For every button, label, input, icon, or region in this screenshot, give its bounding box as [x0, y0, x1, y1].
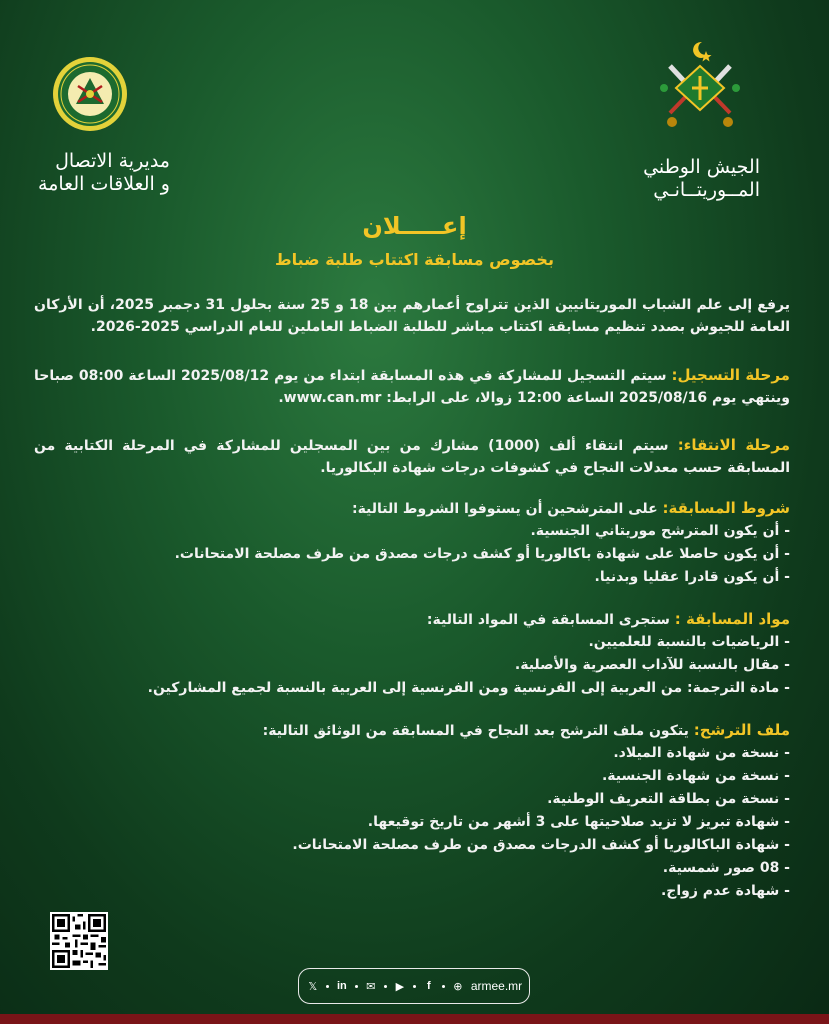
selection-text: سيتم انتقاء ألف (1000) مشارك من بين المسجلين للمشاركة في المرحلة الكتابية من المسابقة حسب معدلات النجاح في كشوفات درجات شهادة البكالوريا.	[34, 438, 790, 476]
conditions-text: على المترشحين أن يستوفوا الشروط التالية:	[351, 501, 663, 517]
separator-dot	[355, 985, 358, 988]
website-link[interactable]: armee.mr	[470, 979, 523, 993]
list-item: - أن يكون قادرا عقليا وبدنيا.	[594, 569, 790, 585]
facebook-icon[interactable]: f	[426, 980, 431, 992]
subjects-label: مواد المسابقة :	[674, 610, 790, 628]
list-item: - نسخة من بطاقة التعريف الوطنية.	[547, 791, 790, 807]
announcement-subtitle: بخصوص مسابقة اكتتاب طلبة ضباط	[275, 250, 554, 269]
email-icon[interactable]: ✉	[366, 979, 376, 993]
file-text: يتكون ملف الترشح بعد النجاح في المسابقة من الوثائق التالية:	[262, 723, 694, 739]
selection-label: مرحلة الانتقاء:	[677, 436, 790, 454]
directorate-name	[30, 150, 170, 196]
subjects-section	[34, 608, 790, 700]
list-item: - الرياضيات بالنسبة للعلميين.	[588, 634, 790, 650]
list-item: - شهادة عدم زواج.	[660, 883, 790, 899]
list-item: - 08 صور شمسية.	[662, 860, 790, 876]
separator-dot	[326, 985, 329, 988]
list-item: - شهادة الباكالوريا أو كشف الدرجات مصدق من طرف مصلحة الامتحانات.	[292, 837, 790, 853]
directorate-name-line1: مديرية الاتصال	[55, 150, 170, 172]
bottom-stripe	[0, 1014, 829, 1024]
list-item: - أن يكون حاصلا على شهادة باكالوريا أو كشف درجات مصدق من طرف مصلحة الامتحانات.	[174, 546, 790, 562]
selection-section	[34, 434, 790, 479]
list-item: - مقال بالنسبة للآداب العصرية والأصلية.	[514, 657, 790, 673]
list-item: - نسخة من شهادة الجنسية.	[601, 768, 790, 784]
directorate-logo	[52, 56, 128, 132]
intro-text: يرفع إلى علم الشباب الموريتانيين الذين تتراوح أعمارهم بين 18 و 25 سنة بحلول 31 دجمبر 2025، أن الأركان العامة للجيوش بصدد تنظيم مسابقة اكتتاب مباشر للطلبة الضباط العاملين للعام الدراسي 2025-2026.	[34, 297, 790, 335]
social-links-bar	[298, 968, 530, 1004]
youtube-icon[interactable]: ▶	[395, 979, 405, 993]
army-name	[630, 156, 760, 202]
linkedin-icon[interactable]: in	[336, 980, 347, 992]
directorate-name-line2: و العلاقات العامة	[38, 173, 170, 195]
intro-paragraph	[34, 294, 790, 338]
subjects-text: ستجرى المسابقة في المواد التالية:	[426, 612, 675, 628]
registration-section	[34, 364, 790, 409]
army-emblem-logo	[650, 38, 750, 138]
file-label: ملف الترشح:	[693, 721, 790, 739]
registration-label: مرحلة التسجيل:	[671, 366, 790, 384]
list-item: - مادة الترجمة: من العربية إلى الفرنسية ومن الفرنسية إلى العربية بالنسبة لجميع المشاركين.	[147, 680, 790, 696]
x-icon[interactable]: 𝕏	[308, 979, 318, 993]
conditions-label: شروط المسابقة:	[662, 499, 790, 517]
conditions-section	[34, 497, 790, 589]
announcement-title: إعـــــلان	[362, 212, 467, 240]
separator-dot	[413, 985, 416, 988]
list-item: - أن يكون المترشح موريتاني الجنسية.	[530, 523, 790, 539]
web-icon[interactable]: ⊕	[453, 979, 463, 993]
separator-dot	[384, 985, 387, 988]
qr-code[interactable]	[50, 912, 108, 970]
army-name-line1: الجيش الوطني	[643, 156, 760, 178]
list-item: - شهادة تبريز لا تزيد صلاحيتها على 3 أشهر من تاريخ توقيعها.	[367, 814, 790, 830]
file-section	[34, 719, 790, 903]
registration-text: سيتم التسجيل للمشاركة في هذه المسابقة ابتداء من يوم 2025/08/12 الساعة 08:00 صباحا وينتهي يوم 2025/08/16 الساعة 12:00 زوالا، على الرابط: www.can.mr.	[34, 368, 790, 406]
list-item: - نسخة من شهادة الميلاد.	[613, 745, 790, 761]
army-name-line2: المــوريتــانـي	[653, 179, 760, 201]
separator-dot	[442, 985, 445, 988]
